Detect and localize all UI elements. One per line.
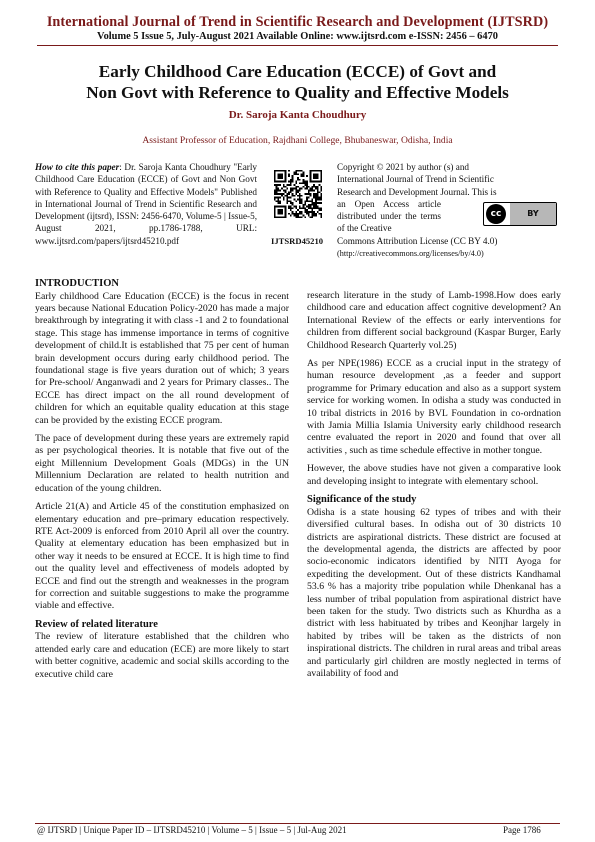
- copyright-line-4: Commons Attribution License (CC BY 4.0): [337, 235, 498, 246]
- citation-label: How to cite this paper: [35, 162, 120, 172]
- paper-title: [30, 61, 565, 103]
- paragraph: Article 21(A) and Article 45 of the constitution emphasized on elementary education and pre–primary education respectively. RTE Act-2009 is enforced from 2010 April all over the country. Quality at elementary education has been emphasized but in other way it needs to be ensured at ECCE. It is high time to find out the quality level and effectiveness of models adopted by ECCE and find out the strength and weaknesses in the program for correction and suitable suggestions to make the programme viable and effective.: [35, 501, 289, 612]
- paragraph: As per NPE(1986) ECCE as a crucial input in the strategy of human resource development ,as a feeder and support programme for Primary education and also as a support system service for working women. In odisha a study was conducted in 10 tribal districts in 2016 by BVL Foundation in co-ordnation with Jamia Millia Islamia University early childhood research centre evaluated the report in 2020 and found that over all activities , such as time schedule effective in mother tongue.: [307, 358, 561, 456]
- copyright-line-1: Copyright © 2021 by author (s) and: [337, 162, 470, 172]
- by-attribution-icon: BY: [510, 203, 556, 225]
- cc-by-license-badge[interactable]: [483, 202, 557, 226]
- heading-review: Review of related literature: [35, 618, 158, 630]
- qr-code-icon: [270, 168, 326, 220]
- header-divider: [37, 45, 558, 46]
- author-affiliation: Assistant Professor of Education, Rajdhani College, Bhubaneswar, Odisha, India: [142, 135, 453, 146]
- journal-meta: Volume 5 Issue 5, July-August 2021 Available Online: www.ijtsrd.com e-ISSN: 2456 – 6470: [97, 31, 498, 42]
- copyright-block: [337, 161, 560, 260]
- copyright-line-3: Research and Development Journal. This is: [337, 186, 497, 197]
- citation-block: [35, 161, 257, 247]
- paper-id-label: IJTSRD45210: [271, 236, 324, 246]
- paragraph: research literature in the study of Lamb-1998.How does early childhood care and education affect cognitive development? An International Review of the effects or early interventions for children from different social background (Kaspar Burger, Early Childhood Research Quarterly vol.25): [307, 290, 561, 351]
- footer-text: @ IJTSRD | Unique Paper ID – IJTSRD45210 | Volume – 5 | Issue – 5 | Jul-Aug 2021: [37, 825, 347, 835]
- paper-title-line-2: Non Govt with Reference to Quality and Effective Models: [86, 83, 509, 102]
- license-url-link[interactable]: (http://creativecommons.org/licenses/by/4.0): [337, 249, 484, 259]
- cc-logo-icon: cc: [486, 204, 506, 224]
- paragraph: The pace of development during these years are extremely rapid as per psychological theories. It is notable that five out of the eight Millennium Development Goals (MDGs) in the UN Millennium Declaration are related to health nutrition and education of the young children.: [35, 433, 289, 494]
- page-number: Page 1786: [503, 825, 541, 835]
- journal-title: International Journal of Trend in Scientific Research and Development (IJTSRD): [46, 14, 549, 30]
- copyright-line-2: International Journal of Trend in Scientific: [337, 174, 494, 185]
- left-column: [35, 278, 289, 687]
- heading-significance: Significance of the study: [307, 494, 417, 506]
- paper-title-line-1: Early Childhood Care Education (ECCE) of Govt and: [98, 62, 497, 81]
- heading-introduction: INTRODUCTION: [35, 278, 120, 289]
- paragraph: However, the above studies have not given a comparative look and developing insight to integrate with elementary school.: [307, 463, 561, 487]
- citation-text: : Dr. Saroja Kanta Choudhury "Early Childhood Care Education (ECCE) of Govt and Non Govt with Reference to Quality and Effective Models" Published in International Journal of Trend in Scientific Research and Development (ijtsrd), ISSN: 2456-6470, Volume-5 | Issue-5, August 2021, pp.1786-1788, URL: www.ijtsrd.com/papers/ijtsrd45210.pdf: [35, 162, 258, 246]
- paragraph: The review of literature established that the children who attended early care and education (ECE) are more likely to start with better cognitive, academic and social skills according to the executive child care: [35, 631, 289, 680]
- footer-divider: [35, 823, 560, 824]
- paragraph: Early childhood Care Education (ECCE) is the focus in recent years because National Education Policy-2020 has made a major breakthrough by integrating it with class -1 and 2 to foundational stage. This stage has immense importance in terms of cognitive development of child.It is established that 75 per cent of human brain development occurs during early childhood period. The foundational stage is five years duration out of which; 3 years for Pre-school/ Anganwadi and 2 years for Primary classes.. The ECCE has direct impact on the all round development of children for which an equitable quality education at this stage can be provided by the existing ECCE program.: [35, 290, 289, 426]
- right-column: [307, 290, 561, 686]
- paragraph: Odisha is a state housing 62 types of tribes and with their diversified cultural bases. In odisha out of 30 districts 10 districts are aspirational districts. These district are focused at the developmental agenda, the districts are affected by poor socio-economic indicators identified by NITI Ayoga for expediting the development. Out of these districts Kandhamal 53.6 % has a majority tribe population while Dhenkanal has a less number of tribal population from aspirational district have been taken for the study. Two districts such as Khurdha as a district with less habituated by tribes and Keonjhar largely in habited by tribes will be taken as the districts of non inspirational districts. The children in rural areas and tribal areas and particularly girl children are mostly neglected in terms of availability of food and: [307, 506, 561, 679]
- author-name: Dr. Saroja Kanta Choudhury: [228, 109, 367, 121]
- open-access-text: an Open Access article distributed under the terms of the Creative: [337, 198, 441, 234]
